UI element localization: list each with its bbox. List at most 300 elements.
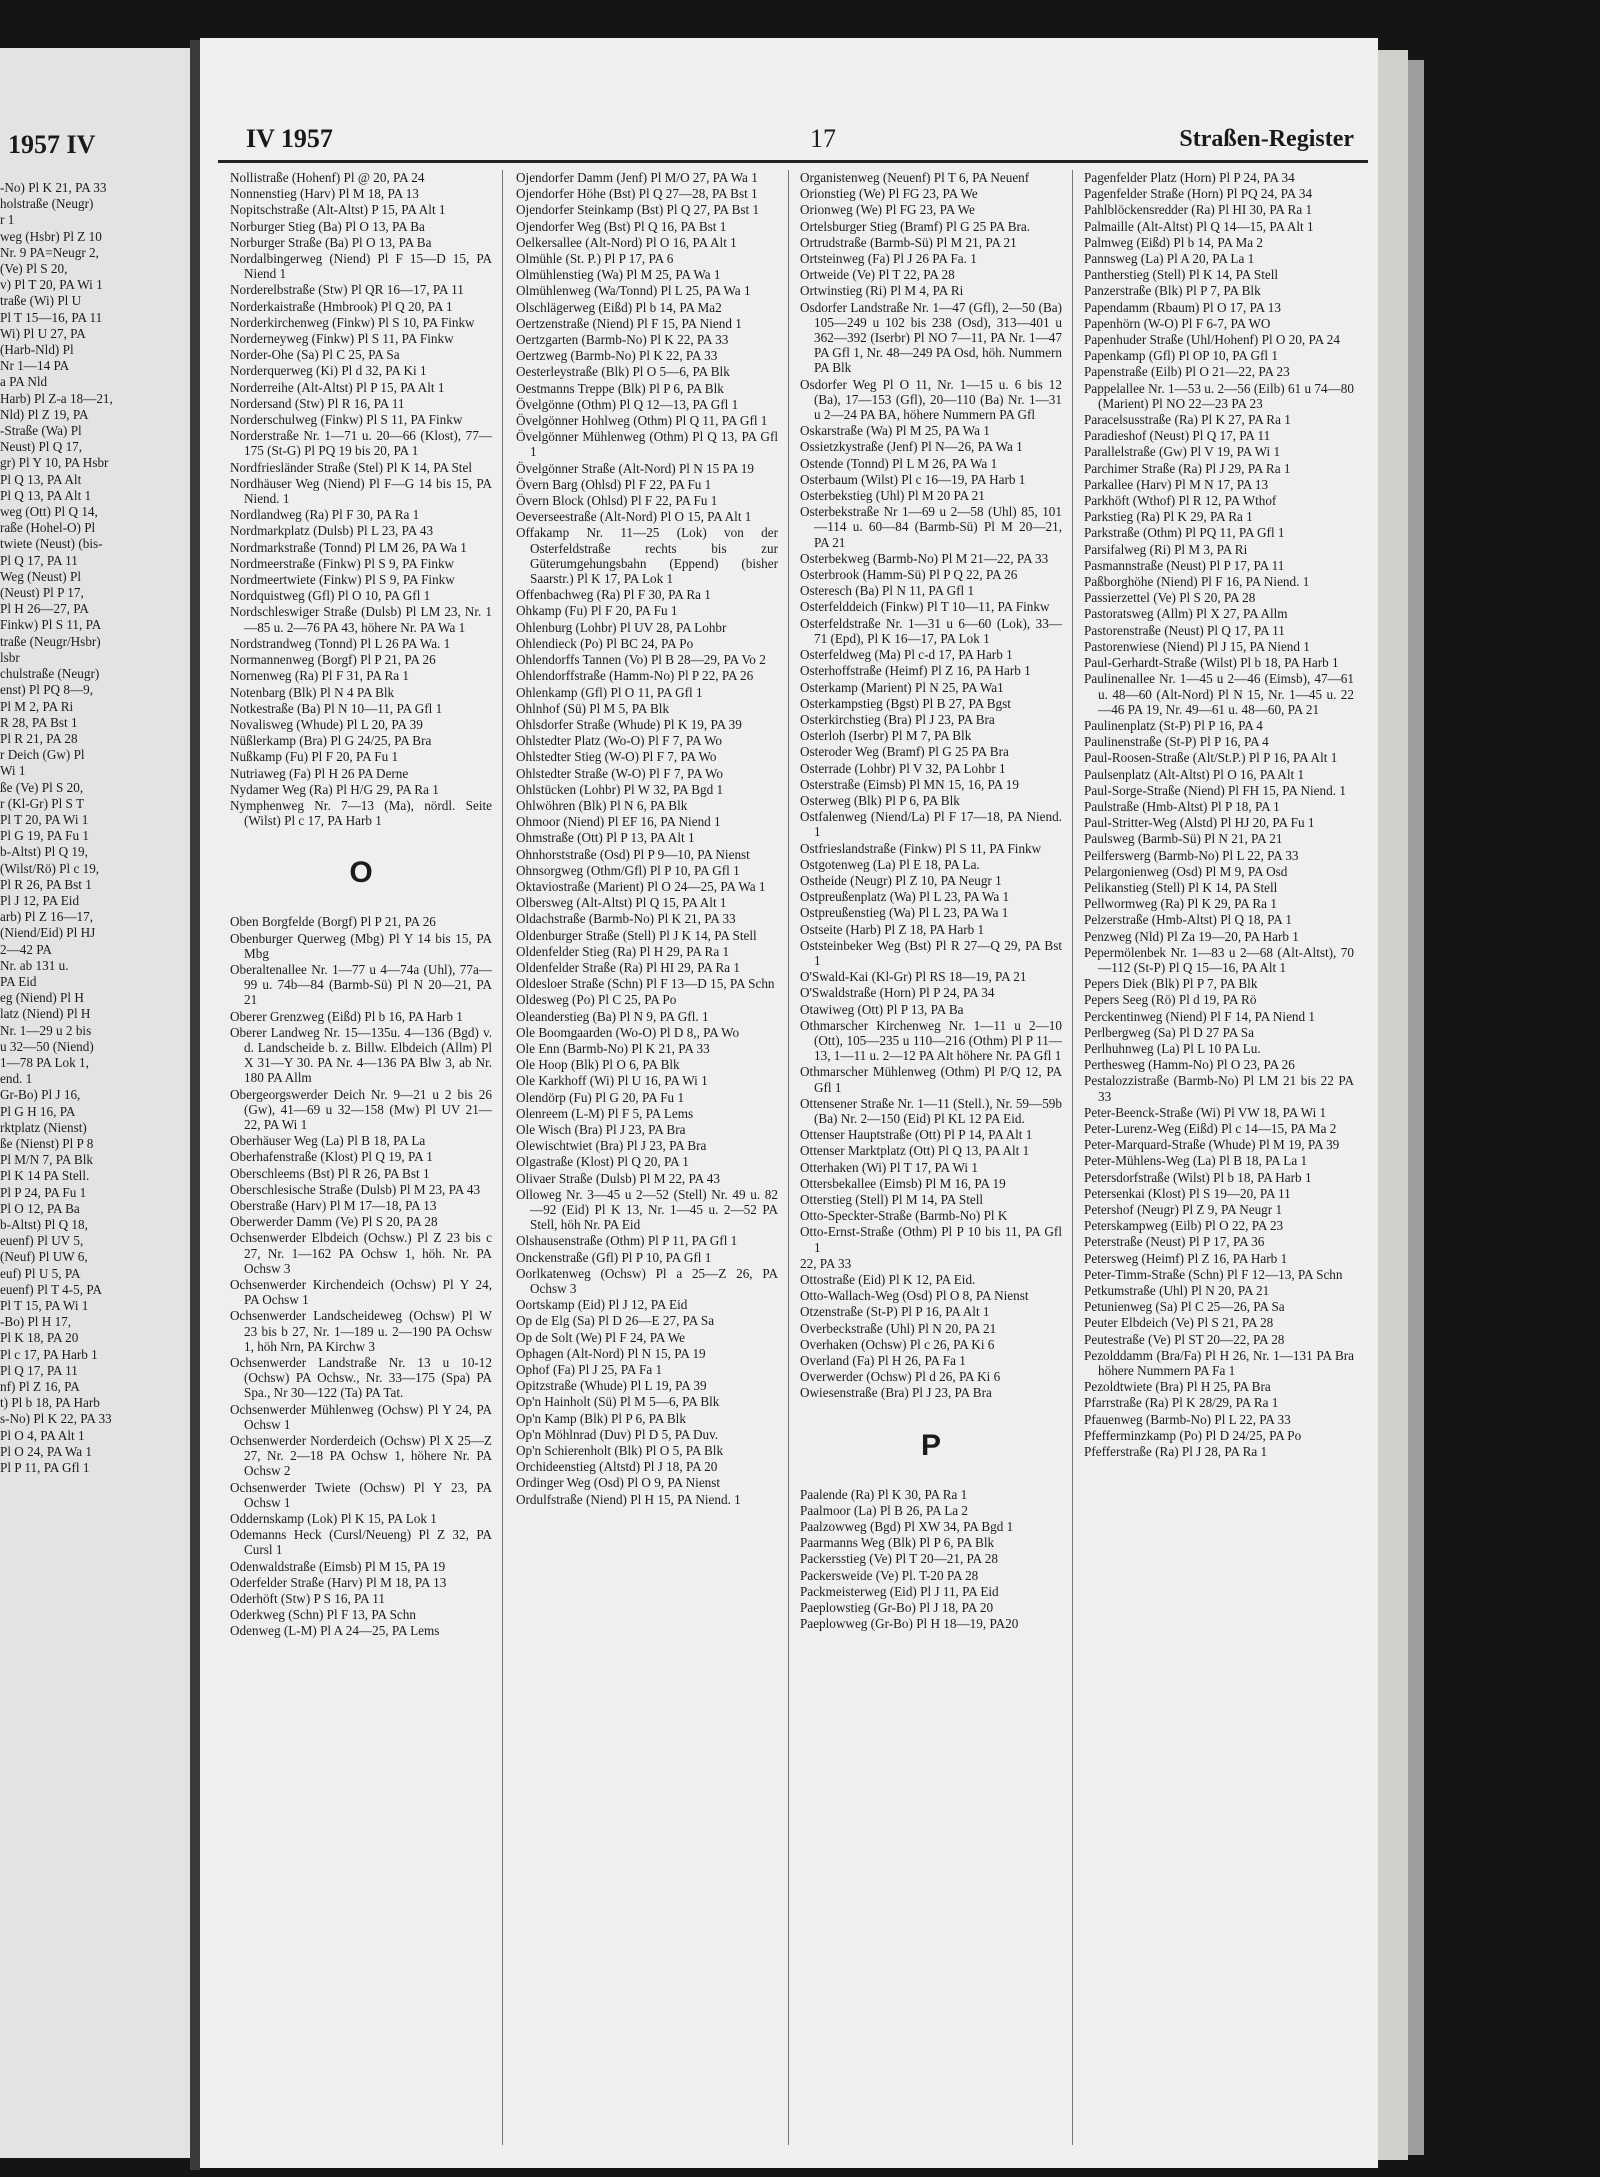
street-entry: Olshausenstraße (Othm) Pl P 11, PA Gfl 1 <box>516 1233 738 1249</box>
street-entry: Paalzowweg (Bgd) Pl XW 34, PA Bgd 1 <box>800 1519 1014 1535</box>
street-entry: Olewischtwiet (Bra) Pl J 23, PA Bra <box>516 1138 707 1154</box>
street-entry: Petersenkai (Klost) Pl S 19—20, PA 11 <box>1084 1185 1291 1201</box>
street-entry: Oesterleystraße (Blk) Pl O 5—6, PA Blk <box>516 364 730 380</box>
street-entry: Op'n Kamp (Blk) Pl P 6, PA Blk <box>516 1410 686 1426</box>
street-entry: Oberschlesische Straße (Dulsb) Pl M 23, PA 43 <box>230 1181 481 1197</box>
street-entry: Ossietzkystraße (Jenf) Pl N—26, PA Wa 1 <box>800 439 1023 455</box>
street-entry: Olbersweg (Alt-Altst) Pl Q 15, PA Alt 1 <box>516 895 727 911</box>
street-entry: Otterstieg (Stell) Pl M 14, PA Stell <box>800 1192 984 1207</box>
fragment-entry: gr) Pl Y 10, PA Hsbr <box>0 455 109 471</box>
street-entry: Osteresch (Ba) Pl N 11, PA Gfl 1 <box>800 583 975 599</box>
fragment-entry: Pl K 18, PA 20 <box>0 1330 79 1346</box>
street-entry: Peter-Marquard-Straße (Whude) Pl M 19, PA 39 <box>1084 1137 1340 1153</box>
street-entry: Ojendorfer Steinkamp (Bst) Pl Q 27, PA Bst 1 <box>516 202 760 218</box>
street-entry: Parkallee (Harv) Pl M N 17, PA 13 <box>1084 476 1269 492</box>
street-entry: Otzenstraße (St-P) Pl P 16, PA Alt 1 <box>800 1304 990 1320</box>
street-entry: Nonnenstieg (Harv) Pl M 18, PA 13 <box>230 186 419 202</box>
street-entry: Norderneyweg (Finkw) Pl S 11, PA Finkw <box>230 331 454 347</box>
street-entry: Orionstieg (We) Pl FG 23, PA We <box>800 186 978 202</box>
street-entry: Oberer Landweg Nr. 15—135u. 4—136 (Bgd) v. d. Landscheide b. z. Billw. Elbdeich (Allm) Pl X 31—Y 30. PA Nr. 4—136 PA Blw 3, ab Nr. 180 PA Allm <box>230 1024 492 1086</box>
fragment-entry: PA Eid <box>0 973 37 989</box>
fragment-entry: (Wilst/Rö) Pl c 19, <box>0 860 100 876</box>
street-entry: Ohnsorgweg (Othm/Gfl) Pl P 10, PA Gfl 1 <box>516 862 740 878</box>
fragment-entry: enst) Pl PQ 8—9, <box>0 682 94 698</box>
fragment-entry: (Niend/Eid) Pl HJ <box>0 925 96 941</box>
street-entry: Oststeinbeker Weg (Bst) Pl R 27—Q 29, PA Bst 1 <box>800 937 1062 968</box>
fragment-entry: nf) Pl Z 16, PA <box>0 1379 80 1395</box>
street-entry: Ochsenwerder Landscheideweg (Ochsw) Pl W 23 bis b 27, Nr. 1—189 u. 2—190 PA Ochsw 1, höh Nrn, PA Kirchw 3 <box>230 1308 492 1354</box>
fragment-entry: latz (Niend) Pl H <box>0 1006 91 1022</box>
fragment-entry: weg (Ott) Pl Q 14, <box>0 504 98 520</box>
street-entry: Norderstraße Nr. 1—71 u. 20—66 (Klost), 77—175 (St-G) Pl PQ 19 bis 20, PA 1 <box>230 428 492 459</box>
street-entry: Övelgönner Hohlweg (Othm) Pl Q 11, PA Gfl 1 <box>516 413 768 429</box>
street-entry: Parallelstraße (Gw) Pl V 19, PA Wi 1 <box>1084 444 1281 460</box>
column-divider <box>788 170 789 2145</box>
street-entry: Ochsenwerder Landstraße Nr. 13 u 10-12 (Ochsw) PA Ochsw., Nr. 33—175 (Spa) PA Spa., Nr 30—122 (Ta) PA Tat. <box>230 1355 492 1401</box>
street-entry: Paalmoor (La) Pl B 26, PA La 2 <box>800 1502 969 1518</box>
street-entry: Ortelsburger Stieg (Bramf) Pl G 25 PA Bra. <box>800 218 1031 234</box>
street-entry: Otto-Speckter-Straße (Barmb-No) Pl K <box>800 1208 1008 1224</box>
street-entry: Parchimer Straße (Ra) Pl J 29, PA Ra 1 <box>1084 460 1291 476</box>
street-entry: Nopitschstraße (Alt-Altst) P 15, PA Alt 1 <box>230 202 446 218</box>
street-column-2 <box>516 170 778 2155</box>
street-entry: Pantherstieg (Stell) Pl K 14, PA Stell <box>1084 267 1279 283</box>
section-letter: P <box>920 1428 941 1462</box>
street-entry: Paarmanns Weg (Blk) Pl P 6, PA Blk <box>800 1535 995 1551</box>
fragment-entry: Pl T 20, PA Wi 1 <box>0 811 89 827</box>
street-entry: Ophof (Fa) Pl J 25, PA Fa 1 <box>516 1362 663 1378</box>
fragment-entry: (Harb-Nld) Pl <box>0 342 74 358</box>
street-entry: Oberstraße (Harv) Pl M 17—18, PA 13 <box>230 1197 437 1213</box>
street-entry: Owiesenstraße (Bra) Pl J 23, PA Bra <box>800 1385 992 1401</box>
street-entry: Normannenweg (Borgf) Pl P 21, PA 26 <box>230 652 436 668</box>
street-entry: Papenhörn (W-O) Pl F 6-7, PA WO <box>1084 315 1271 331</box>
fragment-entry: eg (Niend) Pl H <box>0 990 84 1006</box>
street-entry: Olivaer Straße (Dulsb) Pl M 22, PA 43 <box>516 1170 720 1186</box>
column-divider <box>502 170 503 2145</box>
street-entry: Perlhuhnweg (La) Pl L 10 PA Lu. <box>1084 1040 1261 1056</box>
fragment-entry: arb) Pl Z 16—17, <box>0 909 94 925</box>
section-letter: O <box>349 856 373 890</box>
fragment-entry: euenf) Pl T 4-5, PA <box>0 1281 102 1297</box>
street-entry: Odenwaldstraße (Eimsb) Pl M 15, PA 19 <box>230 1558 446 1574</box>
street-entry: Oestmanns Treppe (Blk) Pl P 6, PA Blk <box>516 380 724 396</box>
fragment-entry: ße (Ve) Pl S 20, <box>0 779 84 795</box>
street-entry: Passierzettel (Ve) Pl S 20, PA 28 <box>1084 590 1256 606</box>
fragment-entry: (Ve) Pl S 20, <box>0 261 68 277</box>
street-entry: Osterbaum (Wilst) Pl c 16—19, PA Harb 1 <box>800 471 1026 487</box>
street-entry: Övelgönne (Othm) Pl Q 12—13, PA Gfl 1 <box>516 396 739 412</box>
street-entry: Norderquerweg (Ki) Pl d 32, PA Ki 1 <box>230 363 427 379</box>
street-entry: Pezoldtwiete (Bra) Pl H 25, PA Bra <box>1084 1379 1271 1395</box>
street-entry: Norderreihe (Alt-Altst) Pl P 15, PA Alt 1 <box>230 379 445 395</box>
street-entry: Paalende (Ra) Pl K 30, PA Ra 1 <box>800 1486 968 1502</box>
street-entry: Norderelbstraße (Stw) Pl QR 16—17, PA 11 <box>230 282 464 298</box>
street-entry: Osterrade (Lohbr) Pl V 32, PA Lohbr 1 <box>800 760 1006 776</box>
street-entry: Nordmeerstraße (Finkw) Pl S 9, PA Finkw <box>230 555 455 571</box>
street-entry: Ole Hoop (Blk) Pl O 6, PA Blk <box>516 1057 680 1073</box>
street-entry: Obergeorgswerder Deich Nr. 9—21 u 2 bis 26 (Gw), 41—69 u 32—158 (Mw) Pl UV 21—22, PA Wi 1 <box>230 1086 492 1132</box>
street-entry: Oben Borgfelde (Borgf) Pl P 21, PA 26 <box>230 914 436 930</box>
street-entry: Oskarstraße (Wa) Pl M 25, PA Wa 1 <box>800 423 990 439</box>
fragment-entry: lsbr <box>0 649 20 665</box>
street-entry: Pepers Diek (Blk) Pl P 7, PA Blk <box>1084 976 1258 992</box>
street-entry: Paul-Sorge-Straße (Niend) Pl FH 15, PA Niend. 1 <box>1084 782 1346 798</box>
street-entry: Orchideenstieg (Altstd) Pl J 18, PA 20 <box>516 1459 718 1475</box>
street-entry: Ostpreußenplatz (Wa) Pl L 23, PA Wa 1 <box>800 889 1010 905</box>
street-entry: Ole Karkhoff (Wi) Pl U 16, PA Wi 1 <box>516 1073 708 1089</box>
street-entry: Osterbekweg (Barmb-No) Pl M 21—22, PA 33 <box>800 550 1049 566</box>
street-entry: Ortrudstraße (Barmb-Sü) Pl M 21, PA 21 <box>800 234 1017 250</box>
street-entry: Oberhafenstraße (Klost) Pl Q 19, PA 1 <box>230 1149 433 1165</box>
street-entry: Ohlstedter Straße (W-O) Pl F 7, PA Wo <box>516 765 724 781</box>
street-entry: Nordhäuser Weg (Niend) Pl F—G 14 bis 15, PA Niend. 1 <box>230 475 492 507</box>
street-entry: Osterkamp (Marient) Pl N 25, PA Wa1 <box>800 679 1004 695</box>
street-entry: Nüßlerkamp (Bra) Pl G 24/25, PA Bra <box>230 733 432 749</box>
street-entry: Nordalbingerweg (Niend) Pl F 15—D 15, PA Niend 1 <box>230 251 492 282</box>
street-entry: Pepers Seeg (Rö) Pl d 19, PA Rö <box>1084 992 1257 1008</box>
fragment-entry: rktplatz (Nienst) <box>0 1119 87 1135</box>
street-entry: Ohmoor (Niend) Pl EF 16, PA Niend 1 <box>516 814 721 830</box>
street-entry: Oeverseestraße (Alt-Nord) Pl O 15, PA Alt 1 <box>516 509 752 525</box>
street-entry: Norderschulweg (Finkw) Pl S 11, PA Finkw <box>230 412 463 428</box>
street-entry: Op de Elg (Sa) Pl D 26—E 27, PA Sa <box>516 1313 715 1329</box>
street-entry: Parkhöft (Wthof) Pl R 12, PA Wthof <box>1084 493 1277 509</box>
fragment-entry: r (Kl-Gr) Pl S T <box>0 795 85 811</box>
street-entry: Oderkweg (Schn) Pl F 13, PA Schn <box>230 1607 416 1623</box>
street-entry: Otterhaken (Wi) Pl T 17, PA Wi 1 <box>800 1159 978 1175</box>
register-title: Straßen-Register <box>1179 126 1354 152</box>
street-entry: Op'n Hainholt (Sü) Pl M 5—6, PA Blk <box>516 1394 720 1410</box>
street-entry: Odemanns Heck (Cursl/Neueng) Pl Z 32, PA Cursl 1 <box>230 1527 492 1558</box>
street-entry: Otto-Ernst-Straße (Othm) Pl P 10 bis 11, PA Gfl 1 <box>800 1224 1062 1255</box>
street-entry: Ostfalenweg (Niend/La) Pl F 17—18, PA Niend. 1 <box>800 809 1062 840</box>
street-entry: Oorlkatenweg (Ochsw) Pl a 25—Z 26, PA Ochsw 3 <box>516 1265 778 1297</box>
fragment-entry: Pl R 21, PA 28 <box>0 730 78 746</box>
fragment-entry: Pl H 26—27, PA <box>0 601 89 617</box>
street-entry: Osdorfer Weg Pl O 11, Nr. 1—15 u. 6 bis 12 (Ba), 17—153 (Gfl), 20—110 (Ba) Nr. 1—31 u 2—24 PA BA, höhere Nummern PA Gfl <box>800 376 1062 423</box>
fragment-entry: chulstraße (Neugr) <box>0 666 100 682</box>
street-entry: Peter-Lurenz-Weg (Eißd) Pl c 14—15, PA Ma 2 <box>1084 1120 1337 1136</box>
street-entry: Oldenburger Straße (Stell) Pl J K 14, PA Stell <box>516 927 757 943</box>
street-entry: Paracelsusstraße (Ra) Pl K 27, PA Ra 1 <box>1084 412 1291 428</box>
street-entry: Ottenser Hauptstraße (Ott) Pl P 14, PA Alt 1 <box>800 1127 1033 1143</box>
street-entry: Ohnhorststraße (Osd) Pl P 9—10, PA Nienst <box>516 846 750 862</box>
street-entry: Peilferswerg (Barmb-No) Pl L 22, PA 33 <box>1084 847 1299 863</box>
street-entry: Petershof (Neugr) Pl Z 9, PA Neugr 1 <box>1084 1202 1283 1217</box>
street-entry: Perthesweg (Hamm-No) Pl O 23, PA 26 <box>1084 1057 1295 1073</box>
fragment-entry: Pl Q 13, PA Alt <box>0 471 82 487</box>
street-entry: Osterbekstraße Nr 1—69 u 2—58 (Uhl) 85, 101—114 u. 60—84 (Barmb-Sü) Pl M 20—21, PA 21 <box>800 504 1062 550</box>
street-entry: Ole Enn (Barmb-No) Pl K 21, PA 33 <box>516 1040 710 1056</box>
page-header <box>218 120 1368 163</box>
fragment-entry: euf) Pl U 5, PA <box>0 1265 81 1281</box>
street-entry: Petersdorfstraße (Wilst) Pl b 18, PA Harb 1 <box>1084 1169 1312 1185</box>
street-entry: Paul-Gerhardt-Straße (Wilst) Pl b 18, PA Harb 1 <box>1084 655 1339 671</box>
fragment-entry: Pl O 12, PA Ba <box>0 1200 80 1216</box>
street-entry: Orionweg (We) Pl FG 23, PA We <box>800 202 975 218</box>
street-entry: Paeplowweg (Gr-Bo) Pl H 18—19, PA20 <box>800 1616 1019 1632</box>
street-entry: Ostpreußenstieg (Wa) Pl L 23, PA Wa 1 <box>800 905 1009 921</box>
page-number: 17 <box>810 124 836 153</box>
fragment-entry: Nr. ab 131 u. <box>0 957 69 973</box>
street-entry: Peutestraße (Ve) Pl ST 20—22, PA 28 <box>1084 1331 1285 1347</box>
street-entry: Overhaken (Ochsw) Pl c 26, PA Ki 6 <box>800 1336 995 1352</box>
street-entry: Paulinenallee Nr. 1—45 u 2—46 (Eimsb), 47—61 u. 48—60 (Alt-Nord) Pl N 15, Nr. 1—45 u. 22—46 PA 19, Nr. 49—61 u. 48—60, PA 21 <box>1084 671 1354 717</box>
fragment-entry: b-Altst) Pl Q 18, <box>0 1217 88 1232</box>
fragment-entry: Gr-Bo) Pl J 16, <box>0 1087 81 1103</box>
street-entry: Oertzenstraße (Niend) Pl F 15, PA Niend 1 <box>516 315 742 331</box>
street-entry: Osteroder Weg (Bramf) Pl G 25 PA Bra <box>800 744 1009 760</box>
street-entry: Notenbarg (Blk) Pl N 4 PA Blk <box>230 684 395 700</box>
fragment-entry: Pl G 19, PA Fu 1 <box>0 828 89 844</box>
street-entry: Osterweg (Blk) Pl P 6, PA Blk <box>800 792 960 808</box>
street-entry: Osterbrook (Hamm-Sü) Pl P Q 22, PA 26 <box>800 567 1018 583</box>
street-entry: Pestalozzistraße (Barmb-No) Pl LM 21 bis 22 PA 33 <box>1084 1073 1354 1104</box>
street-entry: Nutriaweg (Fa) Pl H 26 PA Derne <box>230 765 409 781</box>
fragment-entry: R 28, PA Bst 1 <box>0 714 78 730</box>
fragment-entry: Pl Q 17, PA 11 <box>0 552 78 568</box>
fragment-entry: Nld) Pl Z 19, PA <box>0 406 89 422</box>
fragment-entry: a PA Nld <box>0 374 48 390</box>
street-entry: Oldesloer Straße (Schn) Pl F 13—D 15, PA Schn <box>516 976 775 992</box>
street-entry: Nordstrandweg (Tonnd) Pl L 26 PA Wa. 1 <box>230 635 451 651</box>
street-entry: Pfarrstraße (Ra) Pl K 28/29, PA Ra 1 <box>1084 1395 1279 1411</box>
street-entry: Ohlenkamp (Gfl) Pl O 11, PA Gfl 1 <box>516 684 703 700</box>
street-entry: Oertzgarten (Barmb-No) Pl K 22, PA 33 <box>516 332 729 348</box>
street-entry: Norderkaistraße (Hmbrook) Pl Q 20, PA 1 <box>230 298 453 314</box>
street-entry: Ohlsdorfer Straße (Whude) Pl K 19, PA 39 <box>516 716 742 732</box>
street-entry: Ordinger Weg (Osd) Pl O 9, PA Nienst <box>516 1475 721 1491</box>
fragment-entry: Wi 1 <box>0 763 26 779</box>
street-entry: Petersweg (Heimf) Pl Z 16, PA Harb 1 <box>1084 1250 1288 1266</box>
street-entry: Oleanderstieg (Ba) Pl N 9, PA Gfl. 1 <box>516 1008 709 1024</box>
fragment-entry: traße (Neugr/Hsbr) <box>0 633 101 649</box>
street-entry: Paulsenplatz (Alt-Altst) Pl O 16, PA Alt 1 <box>1084 766 1305 782</box>
street-entry: Peterstraße (Neust) Pl P 17, PA 36 <box>1084 1234 1265 1250</box>
street-entry: Pastorenwiese (Niend) Pl J 15, PA Niend 1 <box>1084 638 1310 654</box>
fragment-entry: weg (Hsbr) Pl Z 10 <box>0 228 102 244</box>
street-entry: Ole Wisch (Bra) Pl J 23, PA Bra <box>516 1121 686 1137</box>
street-entry: Olmühle (St. P.) Pl P 17, PA 6 <box>516 251 674 267</box>
fragment-entry: u 32—50 (Niend) <box>0 1038 94 1054</box>
street-entry: Papendamm (Rbaum) Pl O 17, PA 13 <box>1084 299 1281 315</box>
fragment-entry: Pl K 14 PA Stell. <box>0 1168 90 1184</box>
fragment-entry: twiete (Neust) (bis- <box>0 536 103 552</box>
fragment-entry: t) Pl b 18, PA Harb <box>0 1395 100 1411</box>
street-entry: Parkstieg (Ra) Pl K 29, PA Ra 1 <box>1084 509 1253 525</box>
street-entry: Osdorfer Landstraße Nr. 1—47 (Gfl), 2—50 (Ba) 105—249 u 102 bis 238 (Osd), 313—401 u 362—392 (Iserbr) Pl NO 7—11, PA Nr. 1—47 PA Gfl 1, Nr. 48—249 PA Osd, höh. Nummern PA Blk <box>800 299 1062 376</box>
street-entry: Pasmannstraße (Neust) Pl P 17, PA 11 <box>1084 557 1285 573</box>
street-entry: Papenhuder Straße (Uhl/Hohenf) Pl O 20, PA 24 <box>1084 332 1340 348</box>
street-entry: Oberhäuser Weg (La) Pl B 18, PA La <box>230 1133 426 1149</box>
street-entry: Peter-Beenck-Straße (Wi) Pl VW 18, PA Wi 1 <box>1084 1104 1327 1120</box>
fragment-entry: r Deich (Gw) Pl <box>0 747 85 763</box>
street-entry: Pagenfelder Platz (Horn) Pl P 24, PA 34 <box>1084 170 1295 185</box>
street-entry: Osterstraße (Eimsb) Pl MN 15, 16, PA 19 <box>800 776 1019 792</box>
street-entry: Olloweg Nr. 3—45 u 2—52 (Stell) Nr. 49 u. 82—92 (Eid) Pl K 13, Nr. 1—45 u. 2—52 PA Stell, höh Nr. PA Eid <box>516 1186 778 1233</box>
street-entry: Nordersand (Stw) Pl R 16, PA 11 <box>230 395 405 411</box>
street-entry: Oertzweg (Barmb-No) Pl K 22, PA 33 <box>516 348 718 364</box>
street-entry: Oldesweg (Po) Pl C 25, PA Po <box>516 992 677 1008</box>
street-entry: Otto-Wallach-Weg (Osd) Pl O 8, PA Nienst <box>800 1288 1029 1304</box>
street-entry: Övern Block (Ohlsd) Pl F 22, PA Fu 1 <box>516 493 718 509</box>
street-entry: Onckenstraße (Gfl) Pl P 10, PA Gfl 1 <box>516 1249 712 1265</box>
street-entry: Osterkampstieg (Bgst) Pl B 27, PA Bgst <box>800 695 1011 711</box>
page-edge-shadow <box>1408 60 1424 2155</box>
street-entry: Ochsenwerder Norderdeich (Ochsw) Pl X 25—Z 27, Nr. 2—18 PA Ochsw 1, höhere Nr. PA Ochsw 2 <box>230 1433 492 1479</box>
fragment-entry: -Straße (Wa) Pl <box>0 423 82 439</box>
fragment-entry: Pl O 24, PA Wa 1 <box>0 1443 93 1459</box>
fragment-entry: Pl T 15—16, PA 11 <box>0 309 103 325</box>
street-entry: Overland (Fa) Pl H 26, PA Fa 1 <box>800 1353 966 1369</box>
street-entry: O'Swald-Kai (Kl-Gr) Pl RS 18—19, PA 21 <box>800 969 1027 985</box>
street-entry: Paulsweg (Barmb-Sü) Pl N 21, PA 21 <box>1084 831 1283 847</box>
street-entry: Pfauenweg (Barmb-No) Pl L 22, PA 33 <box>1084 1411 1291 1427</box>
fragment-entry: -No) Pl K 21, PA 33 <box>0 180 107 195</box>
street-entry: Paßborghöhe (Niend) Pl F 16, PA Niend. 1 <box>1084 574 1310 590</box>
street-entry: Pelikanstieg (Stell) Pl K 14, PA Stell <box>1084 879 1278 895</box>
street-entry: Nordmarkplatz (Dulsb) Pl L 23, PA 43 <box>230 523 434 539</box>
street-entry: Peuter Elbdeich (Ve) Pl S 21, PA 28 <box>1084 1315 1274 1331</box>
street-entry: Op'n Schierenholt (Blk) Pl O 5, PA Blk <box>516 1443 724 1459</box>
street-entry: Ottersbekallee (Eimsb) Pl M 16, PA 19 <box>800 1175 1006 1191</box>
street-entry: Otawiweg (Ott) Pl P 13, PA Ba <box>800 1001 964 1017</box>
street-entry: Nußkamp (Fu) Pl F 20, PA Fu 1 <box>230 749 399 765</box>
street-entry: Osterbekstieg (Uhl) Pl M 20 PA 21 <box>800 488 985 504</box>
street-column-3 <box>800 170 1062 2155</box>
fragment-entry: Pl M 2, PA Ri <box>0 698 74 714</box>
street-entry: Osterloh (Iserbr) Pl M 7, PA Blk <box>800 728 972 744</box>
street-entry: Organistenweg (Neuenf) Pl T 6, PA Neuenf <box>800 170 1030 185</box>
street-entry: Ortsteinweg (Fa) Pl J 26 PA Fa. 1 <box>800 251 977 267</box>
street-entry: Ochsenwerder Kirchendeich (Ochsw) Pl Y 24, PA Ochsw 1 <box>230 1277 492 1308</box>
street-entry: Nordquistweg (Gfl) Pl O 10, PA Gfl 1 <box>230 588 431 604</box>
street-entry: Olmühlenweg (Wa/Tonnd) Pl L 25, PA Wa 1 <box>516 283 751 299</box>
fragment-entry: Nr. 9 PA=Neugr 2, <box>0 244 99 260</box>
street-entry: Ordulfstraße (Niend) Pl H 15, PA Niend. 1 <box>516 1491 741 1507</box>
fragment-entry: Pl Q 13, PA Alt 1 <box>0 487 92 503</box>
street-entry: O'Swaldstraße (Horn) Pl P 24, PA 34 <box>800 985 995 1001</box>
street-entry: Nordmeertwiete (Finkw) Pl S 9, PA Finkw <box>230 572 455 588</box>
street-entry: Peter-Timm-Straße (Schn) Pl F 12—13, PA Schn <box>1084 1266 1343 1282</box>
street-entry: Oktaviostraße (Marient) Pl O 24—25, PA Wa 1 <box>516 878 766 894</box>
fragment-entry: s-No) Pl K 22, PA 33 <box>0 1411 112 1427</box>
street-entry: Oddernskamp (Lok) Pl K 15, PA Lok 1 <box>230 1511 437 1527</box>
fragment-entry: Pl P 24, PA Fu 1 <box>0 1184 87 1200</box>
street-column-4 <box>1084 170 1354 2155</box>
street-entry: Ophagen (Alt-Nord) Pl N 15, PA 19 <box>516 1345 706 1361</box>
street-entry: Pelzerstraße (Hmb-Altst) Pl Q 18, PA 1 <box>1084 912 1292 928</box>
street-entry: Paulstraße (Hmb-Altst) Pl P 18, PA 1 <box>1084 798 1280 814</box>
street-entry: Osterhoffstraße (Heimf) Pl Z 16, PA Harb 1 <box>800 663 1031 679</box>
street-entry: Norburger Stieg (Ba) Pl O 13, PA Ba <box>230 218 425 234</box>
street-entry: Ohlendorffstraße (Hamm-No) Pl P 22, PA 26 <box>516 668 754 684</box>
left-page-fragment <box>0 48 190 2158</box>
street-entry: Pepermölenbek Nr. 1—83 u 2—68 (Alt-Altst), 70—112 (St-P) Pl Q 15—16, PA Alt 1 <box>1084 944 1354 975</box>
fragment-entry: 2—42 PA <box>0 941 52 957</box>
fragment-entry: Nr. 1—29 u 2 bis <box>0 1022 92 1038</box>
fragment-entry: Pl R 26, PA Bst 1 <box>0 876 92 892</box>
fragment-entry: euenf) Pl UV 5, <box>0 1233 84 1249</box>
street-entry: Oldenfelder Straße (Ra) Pl HI 29, PA Ra 1 <box>516 959 741 975</box>
street-entry: Ohlstedter Platz (Wo-O) Pl F 7, PA Wo <box>516 733 722 749</box>
fragment-entry: Neust) Pl Q 17, <box>0 439 83 455</box>
street-entry: Papenstraße (Eilb) Pl O 21—22, PA 23 <box>1084 364 1290 380</box>
street-entry: Peter-Mühlens-Weg (La) Pl B 18, PA La 1 <box>1084 1153 1308 1169</box>
street-entry: Övern Barg (Ohlsd) Pl F 22, PA Fu 1 <box>516 476 712 492</box>
street-entry: Odenweg (L-M) Pl A 24—25, PA Lems <box>230 1623 440 1639</box>
street-entry: Pannsweg (La) Pl A 20, PA La 1 <box>1084 251 1255 267</box>
street-entry: Ottostraße (Eid) Pl K 12, PA Eid. <box>800 1272 976 1288</box>
street-entry: Olschlägerweg (Eißd) Pl b 14, PA Ma2 <box>516 299 722 315</box>
street-entry: Övelgönner Mühlenweg (Othm) Pl Q 13, PA Gfl 1 <box>516 429 778 460</box>
street-entry: Ostgotenweg (La) Pl E 18, PA La. <box>800 856 980 872</box>
street-entry: Packersstieg (Ve) Pl T 20—21, PA 28 <box>800 1551 998 1567</box>
street-entry: Norburger Straße (Ba) Pl O 13, PA Ba <box>230 234 432 250</box>
street-entry: Pellwormweg (Ra) Pl K 29, PA Ra 1 <box>1084 896 1277 912</box>
street-entry: Ojendorfer Weg (Bst) Pl Q 16, PA Bst 1 <box>516 218 727 234</box>
street-entry: Oberschleems (Bst) Pl R 26, PA Bst 1 <box>230 1165 430 1181</box>
street-entry: Ostfrieslandstraße (Finkw) Pl S 11, PA Finkw <box>800 840 1042 856</box>
street-entry: Overwerder (Ochsw) Pl d 26, PA Ki 6 <box>800 1369 1001 1385</box>
street-entry: Nollistraße (Hohenf) Pl @ 20, PA 24 <box>230 170 425 185</box>
fragment-entry: r 1 <box>0 212 15 228</box>
fragment-entry: Pl M/N 7, PA Blk <box>0 1152 93 1168</box>
street-entry: Osterfeldweg (Ma) Pl c-d 17, PA Harb 1 <box>800 647 1013 663</box>
street-entry: Pahlblöckensredder (Ra) Pl HI 30, PA Ra 1 <box>1084 202 1313 218</box>
street-entry: Notkestraße (Ba) Pl N 10—11, PA Gfl 1 <box>230 700 443 716</box>
street-entry: Ohlstedter Stieg (W-O) Pl F 7, PA Wo <box>516 749 717 765</box>
street-entry: Obenburger Querweg (Mbg) Pl Y 14 bis 15, PA Mbg <box>230 930 492 961</box>
street-entry: Ohlstücken (Lohbr) Pl W 32, PA Bgd 1 <box>516 781 724 797</box>
left-page-column <box>0 180 182 2158</box>
street-entry: Oldenfelder Stieg (Ra) Pl H 29, PA Ra 1 <box>516 943 730 959</box>
street-entry: Pastorenstraße (Neust) Pl Q 17, PA 11 <box>1084 622 1285 638</box>
street-entry: Ostseite (Harb) Pl Z 18, PA Harb 1 <box>800 921 985 937</box>
fragment-entry: Pl O 4, PA Alt 1 <box>0 1427 85 1443</box>
street-entry: Paul-Stritter-Weg (Alstd) Pl HJ 20, PA Fu 1 <box>1084 815 1315 831</box>
fragment-entry: Finkw) Pl S 11, PA <box>0 617 102 633</box>
street-entry: Parsifalweg (Ri) Pl M 3, PA Ri <box>1084 541 1248 557</box>
street-entry: Pfefferminzkamp (Po) Pl D 24/25, PA Po <box>1084 1427 1302 1443</box>
street-entry: Palmweg (Eißd) Pl b 14, PA Ma 2 <box>1084 234 1264 250</box>
street-entry: Ortwinstieg (Ri) Pl M 4, PA Ri <box>800 283 964 299</box>
street-entry: Pezolddamm (Bra/Fa) Pl H 26, Nr. 1—131 PA Bra höhere Nummern PA Fa 1 <box>1084 1347 1354 1379</box>
street-entry: Offenbachweg (Ra) Pl F 30, PA Ra 1 <box>516 587 711 603</box>
fragment-entry: 1—78 PA Lok 1, <box>0 1054 89 1070</box>
fragment-entry: (Neust) Pl P 17, <box>0 585 84 601</box>
street-entry: Nordmarkstraße (Tonnd) Pl LM 26, PA Wa 1 <box>230 539 467 555</box>
street-entry: Oberer Grenzweg (Eißd) Pl b 16, PA Harb 1 <box>230 1008 463 1024</box>
street-entry: Perckentinweg (Niend) Pl F 14, PA Niend 1 <box>1084 1008 1316 1024</box>
street-entry: Osterfelddeich (Finkw) Pl T 10—11, PA Finkw <box>800 599 1050 615</box>
street-entry: Pfefferstraße (Ra) Pl J 28, PA Ra 1 <box>1084 1444 1268 1460</box>
fragment-entry: Weg (Neust) Pl <box>0 568 81 584</box>
street-entry: Ottenser Marktplatz (Ott) Pl Q 13, PA Alt 1 <box>800 1143 1030 1159</box>
street-entry: Petunienweg (Sa) Pl C 25—26, PA Sa <box>1084 1299 1285 1315</box>
fragment-entry: b-Altst) Pl Q 19, <box>0 844 88 860</box>
street-entry: Palmaille (Alt-Altst) Pl Q 14—15, PA Alt 1 <box>1084 218 1314 234</box>
street-entry: Ole Boomgaarden (Wo-O) Pl D 8,, PA Wo <box>516 1024 740 1040</box>
street-entry: Oelkersallee (Alt-Nord) Pl O 16, PA Alt 1 <box>516 234 737 250</box>
column-divider <box>1072 170 1073 2145</box>
street-entry: Perlbergweg (Sa) Pl D 27 PA Sa <box>1084 1024 1254 1040</box>
street-entry: Novalisweg (Whude) Pl L 20, PA 39 <box>230 716 423 732</box>
street-entry: Nydamer Weg (Ra) Pl H/G 29, PA Ra 1 <box>230 781 439 797</box>
street-entry: Packersweide (Ve) Pl. T-20 PA 28 <box>800 1567 979 1583</box>
street-entry: Osterfeldstraße Nr. 1—31 u 6—60 (Lok), 33—71 (Epd), Pl K 16—17, PA Lok 1 <box>800 615 1062 646</box>
